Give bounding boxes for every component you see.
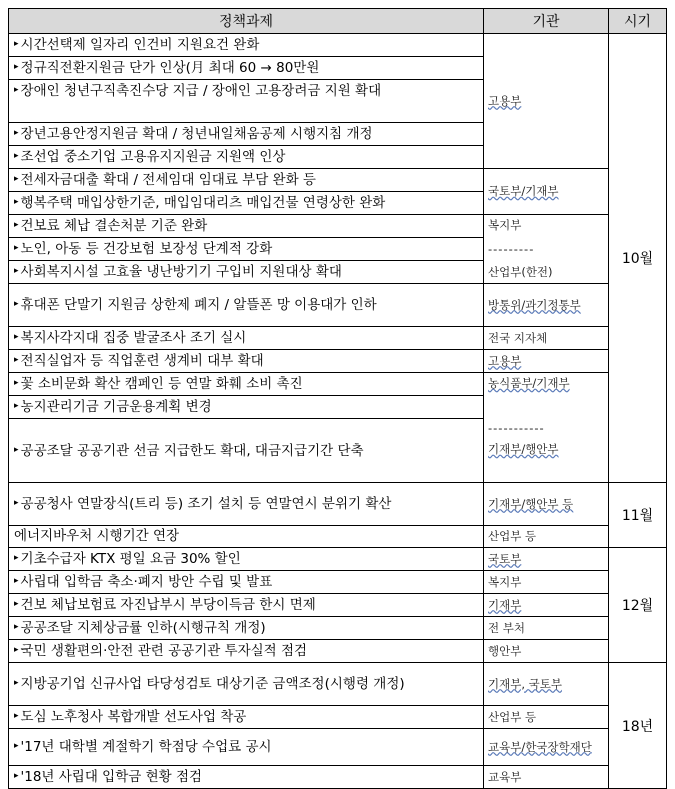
task-text: 공공조달 공공기관 선금 지급한도 확대, 대금지급기간 단축 <box>20 442 364 459</box>
task-cell <box>9 640 484 663</box>
agency-text: 국토부 <box>488 551 522 566</box>
task-text: 국민 생활편의·안전 관련 공공기관 투자실적 점검 <box>20 643 308 659</box>
agency-text: 전국 지자체 <box>488 330 548 345</box>
header-agency: 기관 <box>484 9 609 34</box>
bullet-marker-icon: ▸ <box>14 220 19 230</box>
agency-text: 교육부 <box>488 769 522 784</box>
table-row <box>9 350 667 373</box>
policy-schedule-table <box>8 8 667 789</box>
agency-cell <box>484 215 609 284</box>
task-cell <box>9 261 484 284</box>
bullet-marker-icon: ▸ <box>14 243 19 253</box>
table-row <box>9 34 667 57</box>
agency-cell <box>484 594 609 617</box>
header-time: 시기 <box>609 9 667 34</box>
task-cell <box>9 663 484 706</box>
table-row <box>9 373 667 396</box>
task-text: 건보료 체납 결손처분 기준 완화 <box>20 218 208 234</box>
time-cell <box>609 663 667 789</box>
table-row <box>9 284 667 327</box>
table-row <box>9 526 667 548</box>
task-cell <box>9 706 484 729</box>
task-text: 농지관리기금 기금운용계획 변경 <box>20 399 212 415</box>
task-text: 휴대폰 단말기 지원금 상한제 폐지 / 알뜰폰 망 이용대가 인하 <box>20 297 377 313</box>
task-text: 도심 노후청사 복합개발 선도사업 착공 <box>20 709 247 725</box>
agency-cell <box>484 571 609 594</box>
agency-separator: ----------- <box>488 421 545 435</box>
bullet-marker-icon: ▸ <box>14 741 19 751</box>
bullet-marker-icon: ▸ <box>14 498 19 508</box>
agency-text: 행안부 <box>488 643 522 658</box>
time-text: 18년 <box>621 718 654 735</box>
table-row <box>9 617 667 640</box>
task-cell <box>9 419 484 483</box>
agency-cell <box>484 663 609 706</box>
task-cell <box>9 169 484 192</box>
task-text: 사립대 입학금 축소·폐지 방안 수립 및 발표 <box>20 574 273 590</box>
agency-text: 농식품부/기재부 <box>488 376 570 390</box>
table-row <box>9 594 667 617</box>
task-text: 사회복지시설 고효율 냉난방기기 구입비 지원대상 확대 <box>20 264 342 280</box>
time-cell <box>609 34 667 483</box>
task-cell <box>9 594 484 617</box>
agency-text: 기재부, 국토부 <box>488 676 562 691</box>
task-text: 정규직전환지원금 단가 인상(月 최대 60 → 80만원 <box>20 60 320 76</box>
time-cell <box>609 483 667 548</box>
task-text: '17년 대학별 계절학기 학점당 수업료 공시 <box>20 739 272 755</box>
task-text: 전직실업자 등 직업훈련 생계비 대부 확대 <box>20 353 264 369</box>
agency-text: 고용부 <box>488 93 522 108</box>
bullet-marker-icon: ▸ <box>14 599 19 609</box>
time-text: 10월 <box>621 251 654 267</box>
task-text: 조선업 중소기업 고용유지지원금 지원액 인상 <box>20 149 286 165</box>
agency-cell <box>484 706 609 729</box>
task-text: 공공청사 연말장식(트리 등) 조기 설치 등 연말연시 분위기 확산 <box>20 496 392 512</box>
bullet-marker-icon: ▸ <box>14 62 19 72</box>
task-text: 전세자금대출 확대 / 전세임대 임대료 부담 완화 등 <box>20 172 316 188</box>
agency-text: 복지부 <box>488 218 522 232</box>
agency-text: 산업부 등 <box>488 709 537 724</box>
header-task: 정책과제 <box>9 9 484 34</box>
bullet-marker-icon: ▸ <box>14 266 19 276</box>
table-row <box>9 766 667 789</box>
time-text: 11월 <box>621 508 654 524</box>
task-cell <box>9 350 484 373</box>
time-text: 12월 <box>621 598 654 614</box>
task-cell <box>9 57 484 80</box>
task-text: 행복주택 매입상한기준, 매입임대리츠 매입건물 연령상한 완화 <box>20 195 386 211</box>
task-text: 공공조달 지체상금률 인하(시행규칙 개정) <box>20 620 266 636</box>
agency-cell <box>484 34 609 169</box>
task-text: '18년 사립대 입학금 현황 점검 <box>20 769 203 785</box>
table-row <box>9 640 667 663</box>
agency-cell <box>484 483 609 526</box>
task-text: 건보 체납보험료 자진납부시 부당이득금 한시 면제 <box>20 597 316 613</box>
task-text: 시간선택제 일자리 인건비 지원요건 완화 <box>20 37 260 53</box>
agency-text: 산업부(한전) <box>488 265 553 279</box>
agency-cell <box>484 640 609 663</box>
agency-text: 방통위/과기정통부 <box>488 297 581 312</box>
task-cell <box>9 617 484 640</box>
bullet-marker-icon: ▸ <box>14 378 19 388</box>
task-text: 노인, 아동 등 건강보험 보장성 단계적 강화 <box>20 241 273 257</box>
task-cell <box>9 571 484 594</box>
bullet-marker-icon: ▸ <box>14 151 19 161</box>
bullet-marker-icon: ▸ <box>14 771 19 781</box>
task-cell <box>9 766 484 789</box>
agency-text: 교육부/한국장학재단 <box>488 739 592 754</box>
agency-text: 전 부처 <box>488 620 525 635</box>
task-cell <box>9 396 484 419</box>
table-row <box>9 706 667 729</box>
bullet-marker-icon: ▸ <box>14 85 19 95</box>
table-row <box>9 548 667 571</box>
bullet-marker-icon: ▸ <box>14 299 19 309</box>
task-cell <box>9 192 484 215</box>
task-cell <box>9 238 484 261</box>
table-row <box>9 571 667 594</box>
agency-text: 기재부/행안부 등 <box>488 496 574 511</box>
agency-cell <box>484 526 609 548</box>
agency-cell <box>484 766 609 789</box>
agency-text: 기재부 <box>488 597 522 612</box>
agency-cell <box>484 373 609 483</box>
table-row <box>9 169 667 192</box>
task-text: 장년고용안정지원금 확대 / 청년내일채움공제 시행지침 개정 <box>20 126 373 142</box>
bullet-marker-icon: ▸ <box>14 553 19 563</box>
task-cell <box>9 548 484 571</box>
agency-cell <box>484 548 609 571</box>
table-row <box>9 729 667 766</box>
bullet-marker-icon: ▸ <box>14 332 19 342</box>
agency-text: 산업부 등 <box>488 529 537 543</box>
task-cell <box>9 146 484 169</box>
task-text: 꽃 소비문화 확산 캠페인 등 연말 화훼 소비 촉진 <box>20 376 303 392</box>
agency-text: 복지부 <box>488 574 522 589</box>
task-cell <box>9 284 484 327</box>
task-text: 에너지바우처 시행기간 연장 <box>14 528 180 544</box>
bullet-marker-icon: ▸ <box>14 711 19 721</box>
task-text: 지방공기업 신규사업 타당성검토 대상기준 금액조정(시행령 개정) <box>20 676 405 692</box>
task-text: 복지사각지대 집중 발굴조사 조기 실시 <box>20 330 247 346</box>
header-row <box>9 9 667 34</box>
task-cell <box>9 80 484 123</box>
table-row <box>9 663 667 706</box>
bullet-marker-icon: ▸ <box>14 576 19 586</box>
bullet-marker-icon: ▸ <box>14 401 19 411</box>
agency-text: 고용부 <box>488 353 522 368</box>
bullet-marker-icon: ▸ <box>14 197 19 207</box>
agency-cell <box>484 327 609 350</box>
time-cell <box>609 548 667 663</box>
bullet-marker-icon: ▸ <box>14 128 19 138</box>
agency-cell <box>484 617 609 640</box>
task-cell <box>9 215 484 238</box>
agency-text: 기재부/행안부 <box>488 442 559 456</box>
task-cell <box>9 373 484 396</box>
agency-cell <box>484 169 609 215</box>
table-row <box>9 483 667 526</box>
agency-cell <box>484 284 609 327</box>
agency-cell <box>484 729 609 766</box>
bullet-marker-icon: ▸ <box>14 444 19 455</box>
bullet-marker-icon: ▸ <box>14 355 19 365</box>
bullet-marker-icon: ▸ <box>14 39 19 49</box>
task-cell <box>9 729 484 766</box>
task-cell <box>9 483 484 526</box>
task-cell <box>9 526 484 548</box>
table-row <box>9 215 667 238</box>
task-cell <box>9 123 484 146</box>
task-cell <box>9 34 484 57</box>
bullet-marker-icon: ▸ <box>14 174 19 184</box>
agency-separator: --------- <box>488 242 535 256</box>
agency-cell <box>484 350 609 373</box>
bullet-marker-icon: ▸ <box>14 678 19 688</box>
task-text: 기초수급자 KTX 평일 요금 30% 할인 <box>20 551 241 567</box>
bullet-marker-icon: ▸ <box>14 645 19 655</box>
task-cell <box>9 327 484 350</box>
table-row <box>9 327 667 350</box>
agency-text: 국토부/기재부 <box>488 184 559 198</box>
task-text: 장애인 청년구직촉진수당 지급 / 장애인 고용장려금 지원 확대 <box>20 83 382 99</box>
bullet-marker-icon: ▸ <box>14 622 19 632</box>
